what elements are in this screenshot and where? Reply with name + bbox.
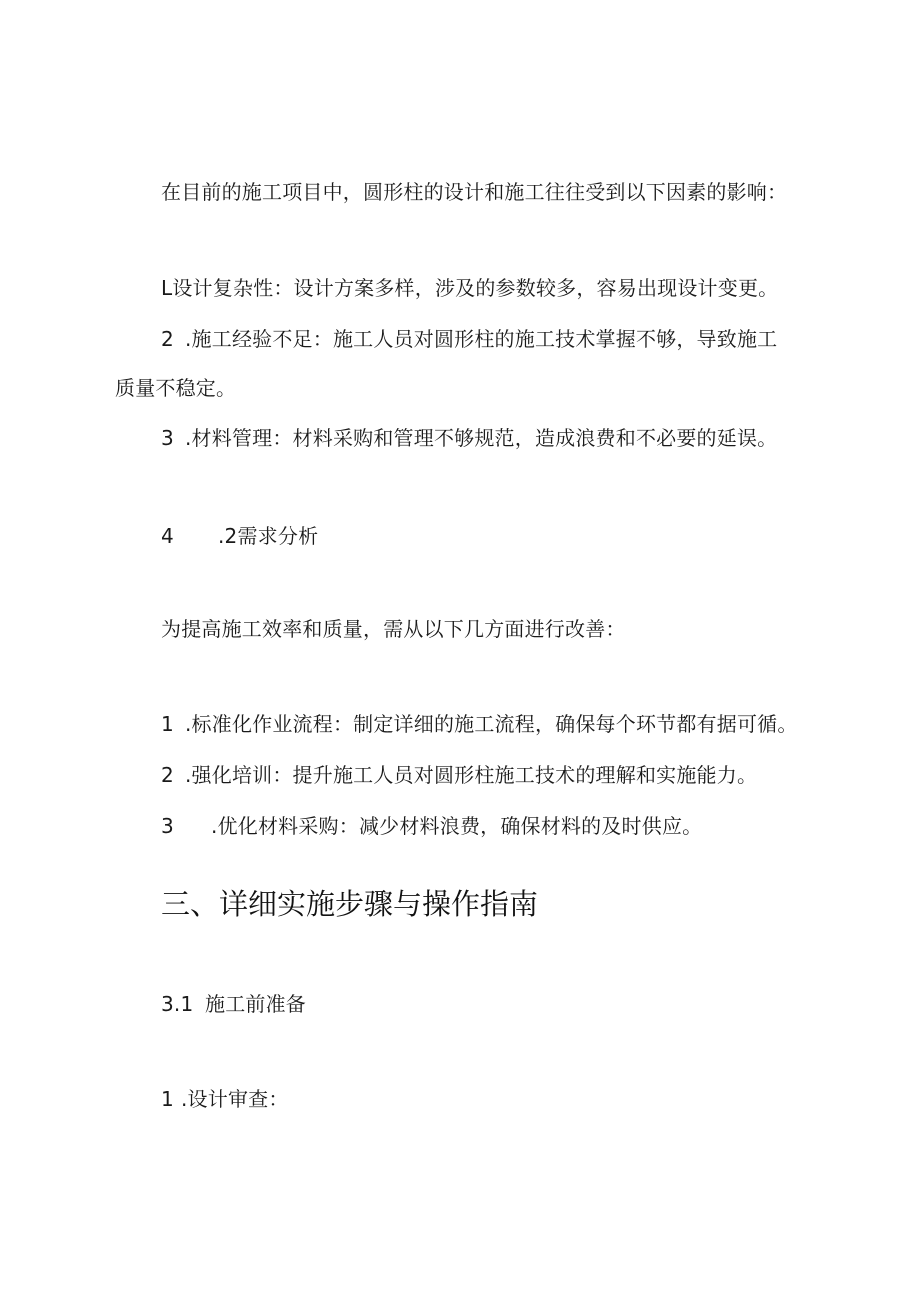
issue-text-3: .材料管理：材料采购和管理不够规范，造成浪费和不必要的延误。 [185, 426, 778, 450]
need-item-2 [161, 761, 757, 789]
issue-text-2: .施工经验不足：施工人员对圆形柱的施工技术掌握不够，导致施工 [185, 327, 778, 351]
issue-item-3 [161, 424, 777, 452]
need-text-2: .强化培训：提升施工人员对圆形柱施工技术的理解和实施能力。 [185, 763, 758, 787]
need-marker-3: 3 [161, 814, 174, 838]
subsection-4-2-number: 4 [161, 524, 174, 548]
step-item-1 [161, 1085, 289, 1113]
subsection-3-1-title: 施工前准备 [205, 992, 306, 1016]
section-3-heading: 三、详细实施步骤与操作指南 [161, 887, 539, 921]
subsection-heading-4-2 [161, 522, 318, 550]
subsection-4-2-title: .2需求分析 [218, 524, 319, 548]
step-text-1: .设计审查： [181, 1087, 289, 1111]
needs-intro-paragraph: 为提高施工效率和质量，需从以下几方面进行改善： [161, 617, 626, 641]
need-marker-1: 1 [161, 712, 174, 736]
need-item-1 [161, 710, 798, 738]
issue-marker-1: L [161, 276, 173, 300]
issue-item-2-continuation: 质量不稳定。 [115, 376, 237, 400]
need-marker-2: 2 [161, 763, 174, 787]
subsection-heading-3-1 [161, 990, 306, 1018]
section-intro-paragraph: 在目前的施工项目中，圆形柱的设计和施工往往受到以下因素的影响： [161, 180, 788, 204]
issue-marker-2: 2 [161, 327, 174, 351]
issue-marker-3: 3 [161, 426, 174, 450]
subsection-3-1-number: 3.1 [161, 992, 194, 1016]
need-item-3 [161, 812, 702, 840]
issue-text-1: 设计复杂性：设计方案多样，涉及的参数较多，容易出现设计变更。 [172, 276, 779, 300]
issue-item-1 [161, 274, 778, 302]
issue-item-2 [161, 325, 777, 353]
need-text-1: .标准化作业流程：制定详细的施工流程，确保每个环节都有据可循。 [185, 712, 798, 736]
step-marker-1: 1 [161, 1087, 174, 1111]
need-text-3: .优化材料采购：减少材料浪费，确保材料的及时供应。 [211, 814, 703, 838]
